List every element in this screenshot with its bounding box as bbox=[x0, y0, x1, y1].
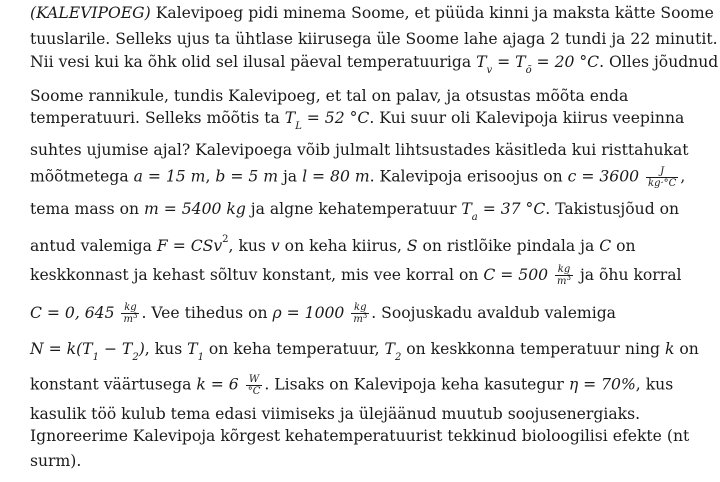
line-9: antud valemiga F = CSv$^2$, kus v on keha kiirus, S on ristlõike pindala ja C on bbox=[30, 234, 636, 255]
line-15: Ignoreerime Kalevipoja kõrgest kehatemperatuurist tekkinud bioloogilisi efekte (nt bbox=[30, 427, 690, 445]
line-13: konstant väärtusega k = 6 $\frac{W}{^\circ C}$ . Lisaks on Kalevipoja keha kasutegur η = 70%, kus bbox=[30, 374, 674, 397]
line-12: $N = k(T_1 - T_2)$, kus $T_1$ on keha temperatuur, $T_2$ on keskkonna temperatuur ning k on bbox=[30, 340, 699, 363]
line-10: keskkonnast ja kehast sõltuv konstant, mis vee korral on C = 500 $\frac{kg}{m^3}$ ja õhu korral bbox=[30, 264, 682, 287]
unit-fraction-j-kgc: $\frac{J}{kg\cdot^\circ C}$ bbox=[648, 166, 677, 189]
line-8: tema mass on m = 5400 kg ja algne kehatemperatuur $T_a = 37$ °C. Takistusjõud on bbox=[30, 200, 680, 223]
problem-title: (KALEVIPOEG) bbox=[30, 4, 151, 22]
line-16: surm). bbox=[30, 452, 82, 470]
line-7: mõõtmetega a = 15 m, b = 5 m ja l = 80 m. Kalevipoja erisoojus on c = 3600 $\frac{J}{kg\cdot^\circ C}$ , bbox=[30, 166, 686, 189]
line-4: Soome rannikule, tundis Kalevipoeg, et tal on palav, ja otsustas mõõta enda bbox=[30, 87, 629, 105]
line-11: C = 0, 645 $\frac{kg}{m^3}$ . Vee tihedus on ρ = 1000 $\frac{kg}{m^3}$ . Soojuskadu avaldub valemiga bbox=[30, 302, 616, 325]
line-1: (KALEVIPOEG) Kalevipoeg pidi minema Soome, et püüda kinni ja maksta kätte Soome bbox=[30, 4, 714, 22]
line-2: tuuslarile. Selleks ujus ta ühtlase kiirusega üle Soome lahe ajaga 2 tundi ja 22 minutit. bbox=[30, 30, 718, 48]
unit-fraction-kg-m3: $\frac{kg}{m^3}$ bbox=[123, 302, 138, 325]
line-6: suhtes ujumise ajal? Kalevipoega võib julmalt lihtsustades käsitleda kui risttahukat bbox=[30, 141, 689, 159]
line-5: temperatuuri. Selleks mõõtis ta $T_L = 52$ °C. Kui suur oli Kalevipoja kiirus veepinna bbox=[30, 109, 685, 132]
line-14: kasulik töö kulub tema edasi viimiseks ja ülejäänud muutub soojusenergiaks. bbox=[30, 405, 641, 423]
unit-fraction-kg-m3: $\frac{kg}{m^3}$ bbox=[353, 302, 368, 325]
unit-fraction-w-c: $\frac{W}{^\circ C}$ bbox=[247, 374, 261, 397]
line-3: Nii vesi kui ka õhk olid sel ilusal päeval temperatuuriga $T_v = T_õ = 20$ °C. Olles jõudnud bbox=[30, 53, 719, 76]
unit-fraction-kg-m3: $\frac{kg}{m^3}$ bbox=[557, 264, 571, 287]
